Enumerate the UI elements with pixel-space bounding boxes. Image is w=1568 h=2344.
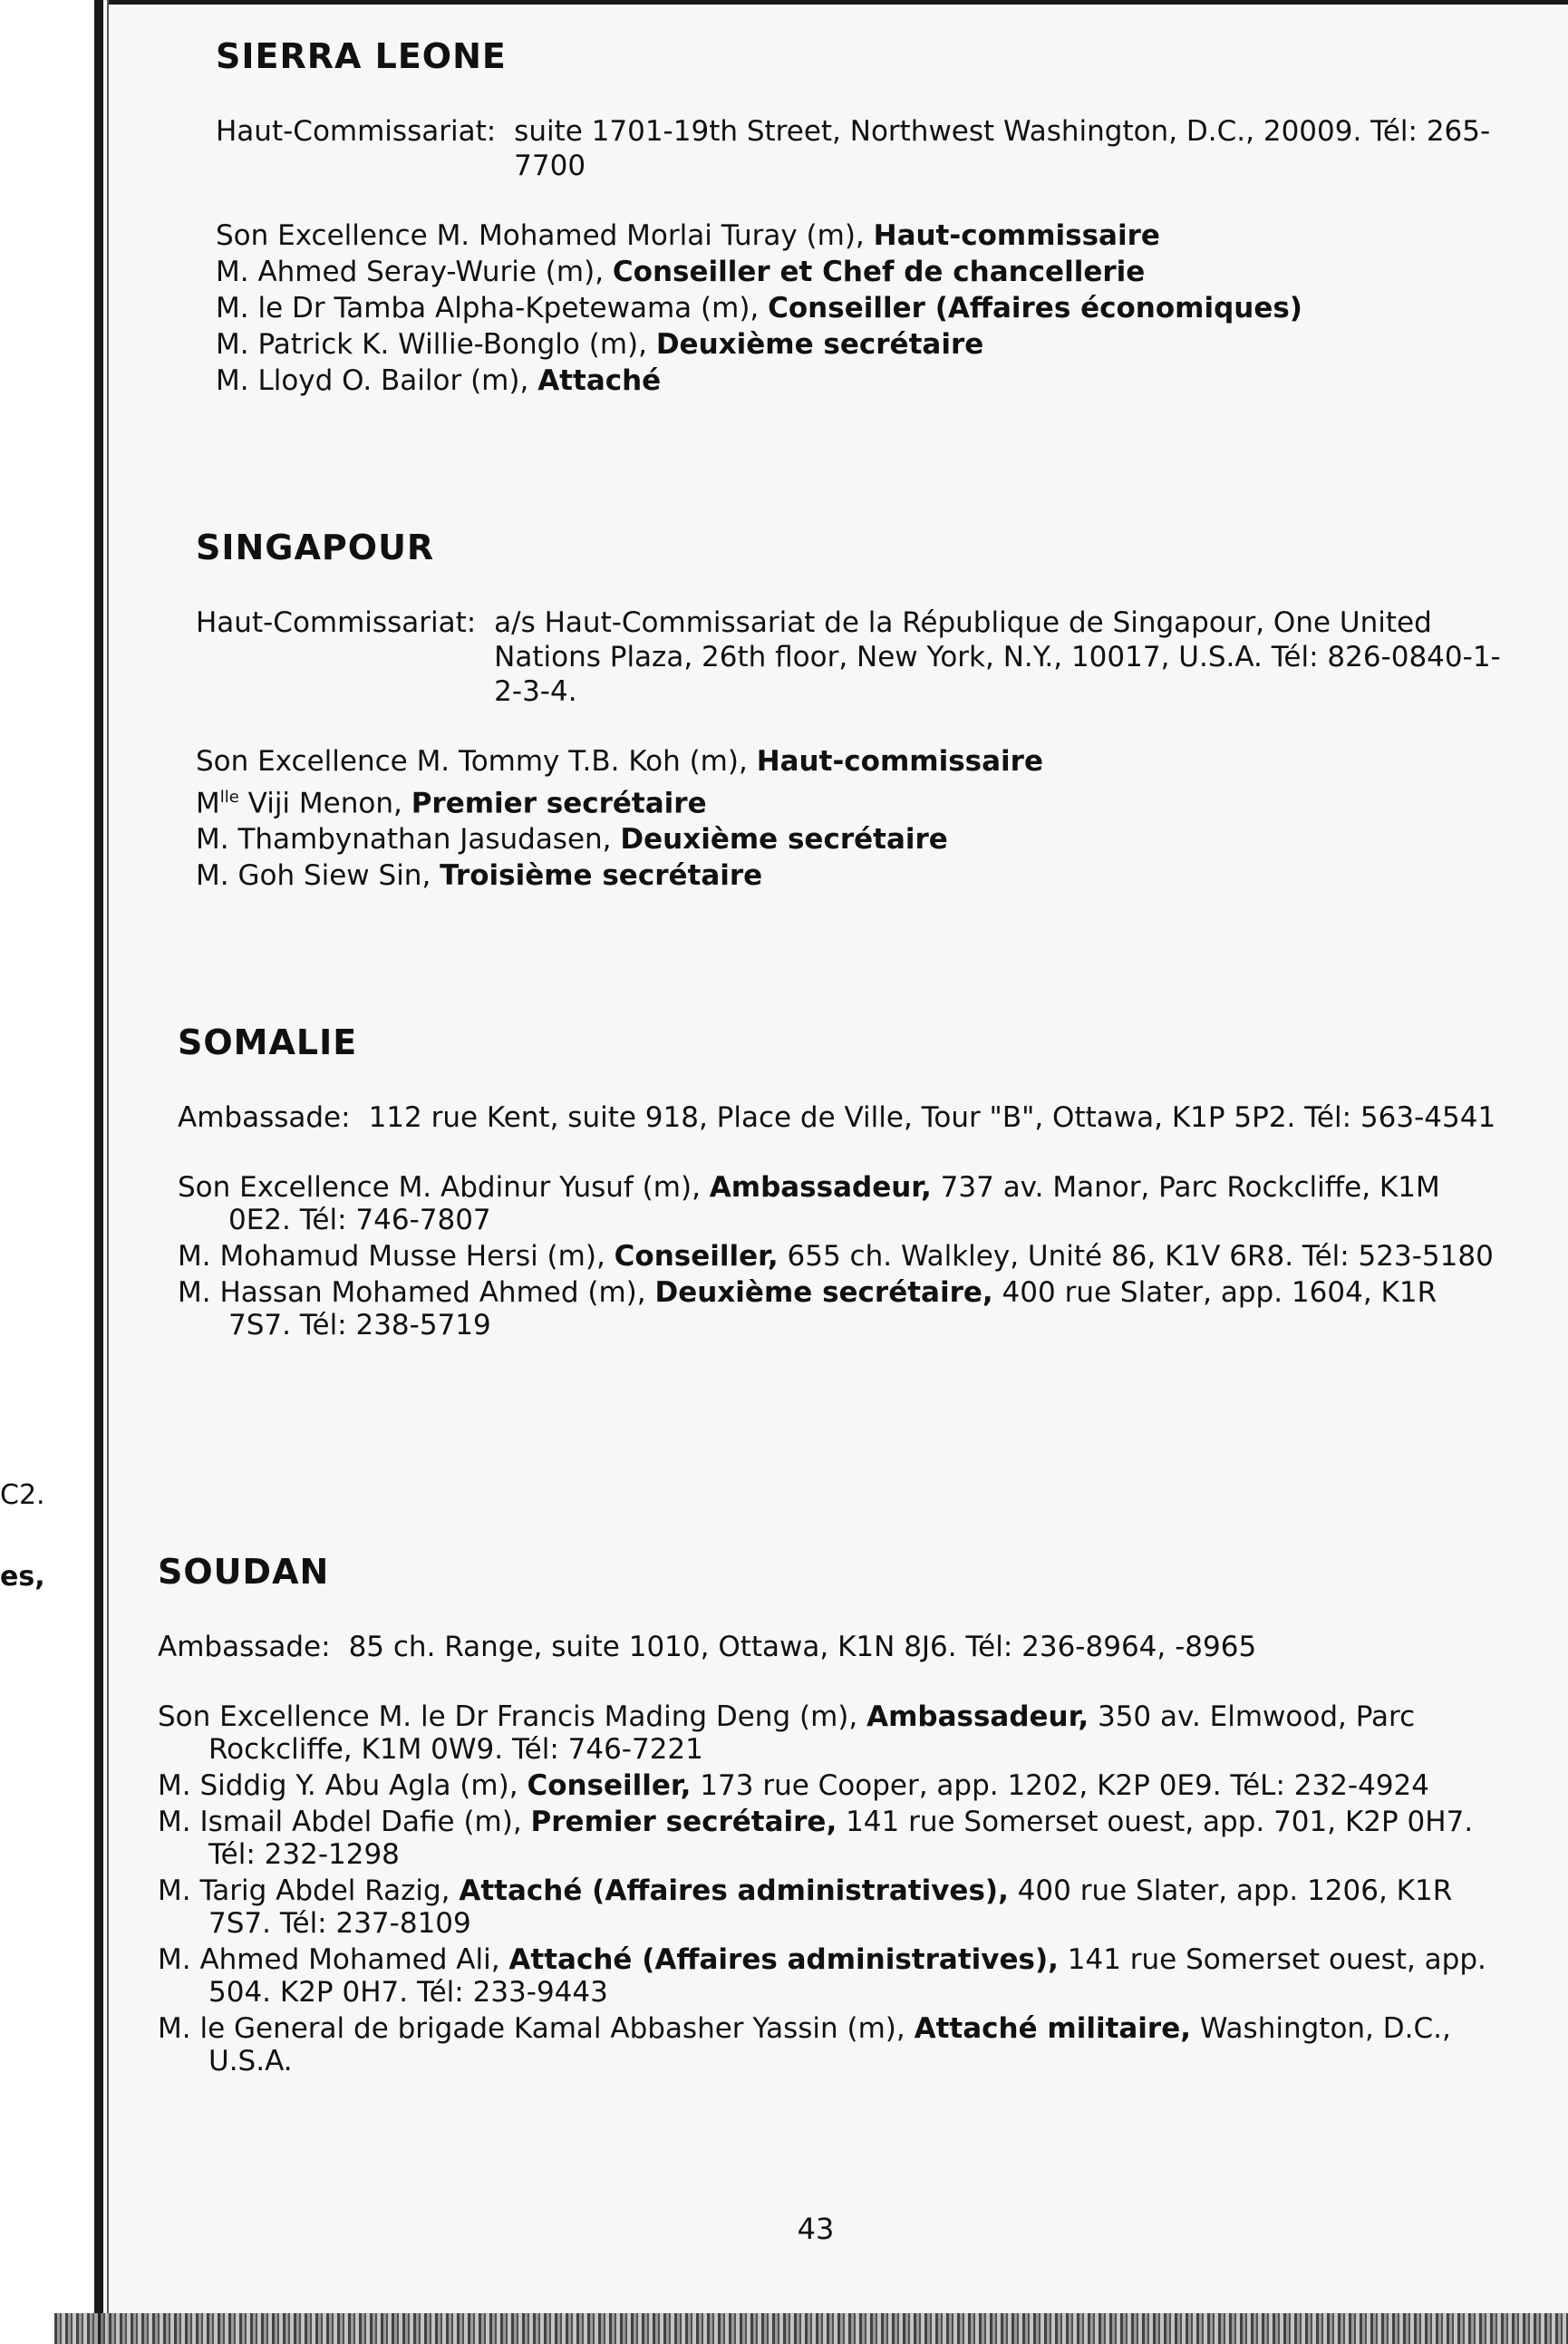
staff-title: Conseiller, <box>527 1769 692 1802</box>
margin-fragment: C2. <box>0 1479 45 1511</box>
staff-name: Son Excellence M. le Dr Francis Mading Deng (m), <box>158 1700 867 1733</box>
staff-entry <box>216 256 1503 288</box>
staff-title: Premier secrétaire, <box>530 1806 837 1838</box>
staff-entry <box>178 1171 1501 1236</box>
staff-address: 400 rue Slater, app. 1604, K1R 7S7. Tél: 238-5719 <box>228 1276 1437 1342</box>
staff-name: Son Excellence M. Tommy T.B. Koh (m), <box>196 745 757 778</box>
staff-address: 350 av. Elmwood, Parc Rockcliffe, K1M 0W9. Tél: 746-7221 <box>208 1700 1416 1766</box>
staff-address: 400 rue Slater, app. 1206, K1R 7S7. Tél: 237-8109 <box>208 1874 1453 1940</box>
scan-edge-noise <box>54 2313 1568 2344</box>
staff-address: 141 rue Somerset ouest, app. 504. K2P 0H7. Tél: 233-9443 <box>208 1943 1486 2009</box>
staff-entry <box>216 292 1503 324</box>
staff-list <box>216 219 1503 397</box>
staff-entry <box>216 219 1503 252</box>
page-number: 43 <box>797 2212 835 2246</box>
address-block <box>178 1100 1501 1135</box>
staff-list <box>196 745 1501 892</box>
staff-title: Attaché (Affaires administratives), <box>459 1874 1009 1907</box>
staff-title: Deuxième secrétaire, <box>654 1276 993 1309</box>
staff-title: Attaché <box>537 364 662 397</box>
staff-title: Haut-commissaire <box>756 745 1043 778</box>
margin-fragment: es, <box>0 1561 45 1593</box>
staff-name: M. Hassan Mohamed Ahmed (m), <box>178 1276 655 1309</box>
staff-entry <box>158 1943 1499 2009</box>
staff-title: Haut-commissaire <box>873 219 1160 252</box>
staff-title: Premier secrétaire <box>411 787 707 820</box>
staff-name: M. Mohamud Musse Hersi (m), <box>178 1240 615 1273</box>
staff-entry <box>178 1240 1501 1273</box>
staff-title: Deuxième secrétaire <box>620 823 948 857</box>
directory-page <box>109 0 1523 2344</box>
address-label: Haut-Commissariat: <box>216 115 497 148</box>
staff-entry <box>196 781 1501 819</box>
staff-list <box>178 1171 1501 1342</box>
staff-entry <box>196 745 1501 778</box>
staff-entry <box>196 823 1501 856</box>
staff-name: M. Thambynathan Jasudasen, <box>196 823 621 857</box>
country-section-singapour <box>196 528 1501 896</box>
staff-name: M. Ahmed Seray-Wurie (m), <box>216 256 613 288</box>
staff-entry <box>178 1276 1501 1342</box>
left-margin-strip <box>0 0 92 2344</box>
staff-entry <box>196 859 1501 892</box>
staff-name: M. Goh Siew Sin, <box>196 859 440 893</box>
staff-title: Ambassadeur, <box>709 1171 932 1204</box>
binding-rule <box>94 0 103 2344</box>
staff-address: 141 rue Somerset ouest, app. 701, K2P 0H7. Tél: 232-1298 <box>208 1806 1474 1871</box>
staff-title: Conseiller (Affaires économiques) <box>768 292 1302 324</box>
staff-title: Attaché militaire, <box>914 2012 1192 2045</box>
staff-name: M. Patrick K. Willie-Bonglo (m), <box>216 328 656 361</box>
staff-address: Washington, D.C., U.S.A. <box>208 2012 1451 2078</box>
staff-title: Deuxième secrétaire <box>655 328 984 361</box>
staff-entry <box>158 1806 1499 1871</box>
staff-name-superscript: lle <box>219 788 239 807</box>
country-section-somalie <box>178 1022 1501 1345</box>
staff-name: M. Ahmed Mohamed Ali, <box>158 1943 509 1976</box>
staff-entry <box>158 1700 1499 1766</box>
staff-name: M. Ismail Abdel Dafie (m), <box>158 1806 531 1838</box>
staff-name: M. Lloyd O. Bailor (m), <box>216 364 538 397</box>
staff-name: M. Tarig Abdel Razig, <box>158 1874 460 1907</box>
staff-title: Conseiller, <box>614 1240 779 1273</box>
country-section-soudan <box>158 1552 1499 2081</box>
staff-list <box>158 1700 1499 2078</box>
country-heading: SIERRA LEONE <box>216 36 507 76</box>
country-heading: SOMALIE <box>178 1022 358 1062</box>
staff-name: Son Excellence M. Abdinur Yusuf (m), <box>178 1171 710 1204</box>
staff-address: 737 av. Manor, Parc Rockcliffe, K1M 0E2. Tél: 746-7807 <box>228 1171 1440 1236</box>
staff-name: M. le Dr Tamba Alpha-Kpetewama (m), <box>216 292 769 324</box>
address-text: 112 rue Kent, suite 918, Place de Ville, Tour "B", Ottawa, K1P 5P2. Tél: 563-4541 <box>368 1101 1496 1134</box>
address-label: Ambassade: <box>158 1631 331 1663</box>
address-text: suite 1701-19th Street, Northwest Washington, D.C., 20009. Tél: 265-7700 <box>514 115 1491 182</box>
country-heading: SINGAPOUR <box>196 528 435 567</box>
staff-name-prefix: M <box>196 787 220 820</box>
staff-name: M. Siddig Y. Abu Agla (m), <box>158 1769 528 1802</box>
address-label: Ambassade: <box>178 1101 351 1134</box>
staff-title: Ambassadeur, <box>866 1700 1089 1733</box>
staff-entry <box>158 2012 1499 2078</box>
staff-entry <box>216 328 1503 361</box>
staff-address: 173 rue Cooper, app. 1202, K2P 0E9. TéL: 232-4924 <box>691 1769 1429 1802</box>
staff-title: Attaché (Affaires administratives), <box>508 1943 1059 1976</box>
country-section-sierra-leone <box>216 36 1503 401</box>
staff-name: M. le General de brigade Kamal Abbasher Yassin (m), <box>158 2012 915 2045</box>
address-text: 85 ch. Range, suite 1010, Ottawa, K1N 8J6. Tél: 236-8964, -8965 <box>348 1631 1257 1663</box>
address-block <box>196 605 1501 709</box>
staff-title: Conseiller et Chef de chancellerie <box>612 256 1146 288</box>
staff-title: Troisième secrétaire <box>440 859 763 893</box>
address-text: a/s Haut-Commissariat de la République de Singapour, One United Nations Plaza, 26th floor, New York, N.Y., 10017, U.S.A. Tél: 826-0840-1-2-3-4. <box>494 606 1501 708</box>
staff-entry <box>158 1769 1499 1802</box>
country-heading: SOUDAN <box>158 1552 330 1592</box>
staff-entry <box>158 1874 1499 1940</box>
staff-entry <box>216 364 1503 397</box>
address-block <box>158 1630 1499 1664</box>
staff-name: Viji Menon, <box>238 787 411 820</box>
address-label: Haut-Commissariat: <box>196 606 477 639</box>
staff-name: Son Excellence M. Mohamed Morlai Turay (m), <box>216 219 874 252</box>
address-block <box>216 114 1503 183</box>
staff-address: 655 ch. Walkley, Unité 86, K1V 6R8. Tél: 523-5180 <box>778 1240 1494 1273</box>
